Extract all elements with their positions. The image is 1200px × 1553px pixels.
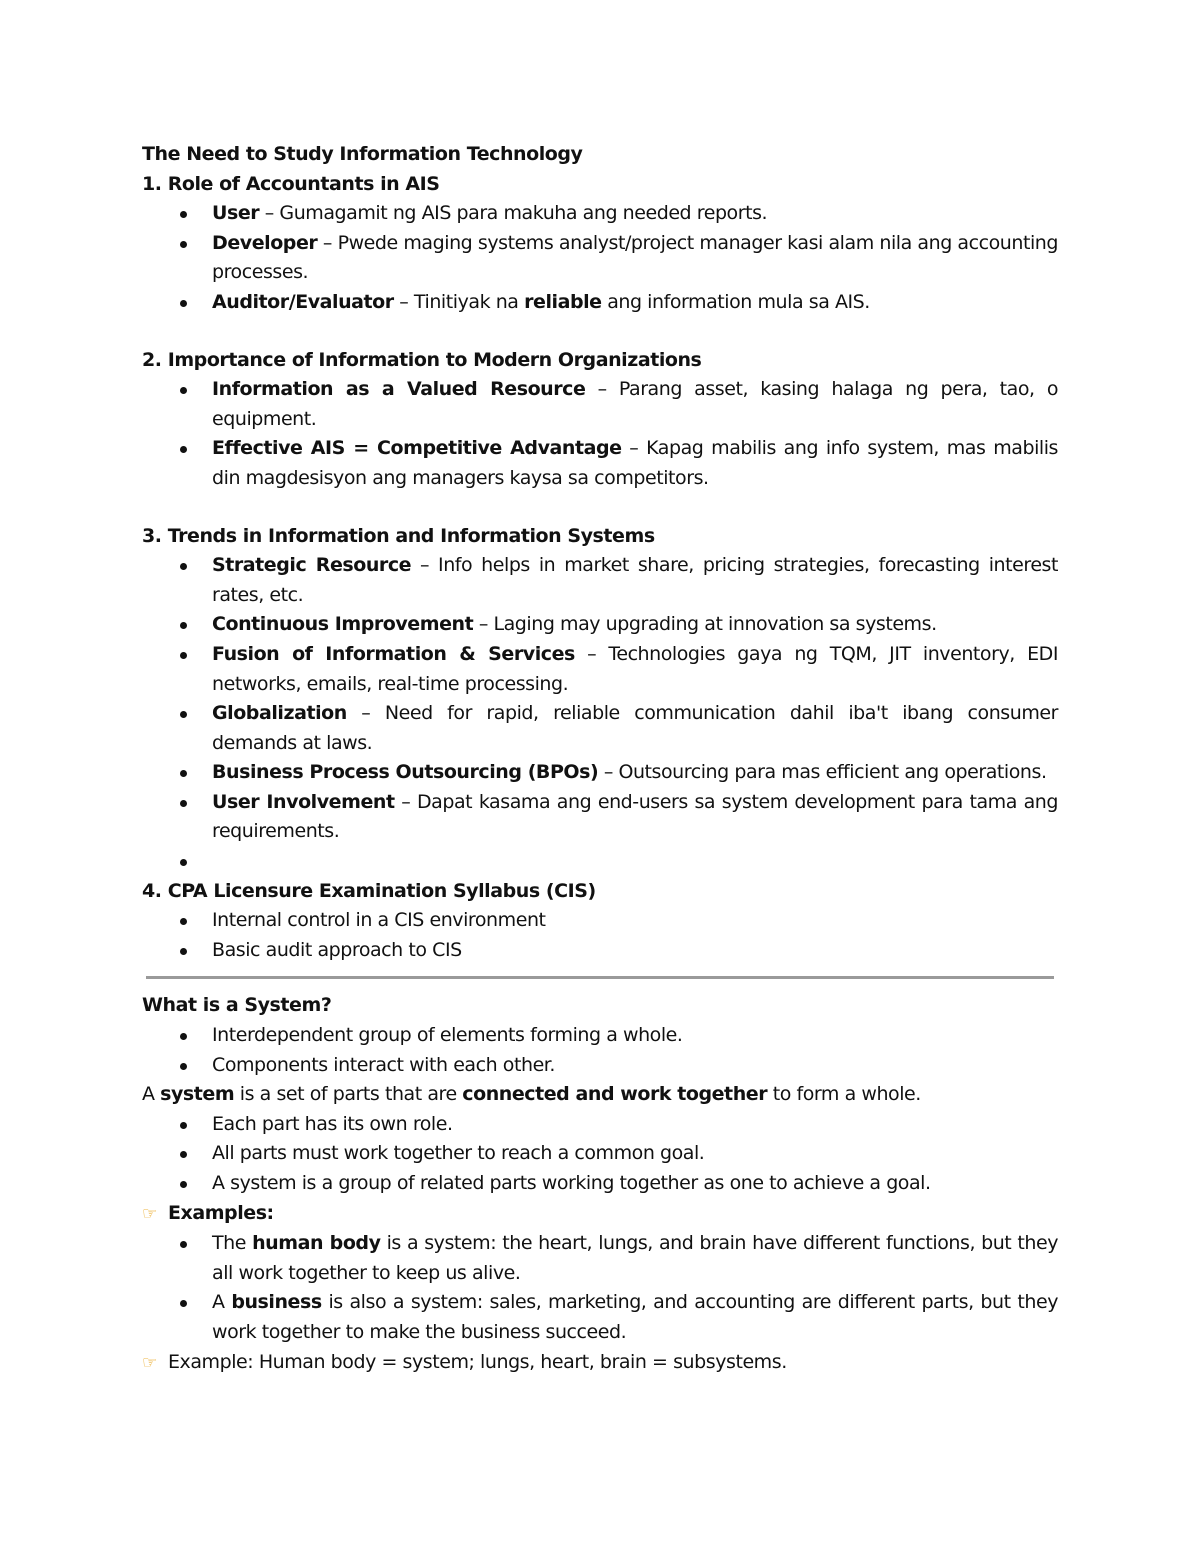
list-item [142,1229,1058,1288]
text-run: A [142,1083,161,1106]
section-3-heading: 3. Trends in Information and Information Systems [142,524,655,547]
list-item [142,375,1058,434]
text-run: is also a system: sales, marketing, and accounting are different parts, but they work together to make the business succeed. [212,1291,1058,1343]
text-run: The [212,1232,253,1255]
document-title: The Need to Study Information Technology [142,143,583,165]
text-emphasis: business [231,1291,322,1314]
list-item [142,758,1058,788]
item-emphasis: reliable [524,290,602,313]
list-item [142,434,1058,493]
text-emphasis: connected and work together [462,1083,768,1106]
pointing-hand-icon: ☞ [142,1203,158,1224]
examples-list [142,1229,1058,1347]
item-text: – Dapat kasama ang end-users sa system development para tama ang requirements. [212,790,1058,843]
item-text: – Gumagamit ng AIS para makuha ang needed reports. [259,202,768,225]
list-item [142,551,1058,610]
item-term: Globalization [212,702,347,725]
list-item [142,788,1058,847]
system-list [142,1021,1058,1080]
item-text: – Technologies gaya ng TQM, JIT inventory, EDI networks, emails, real-time processing. [212,642,1058,695]
item-term: Developer [212,231,318,254]
section-4-list [142,906,1058,965]
horizontal-divider [146,976,1054,979]
item-text: – Pwede maging systems analyst/project manager kasi alam nila ang accounting processes. [212,231,1058,284]
item-text: – Laging may upgrading at innovation sa systems. [473,613,937,636]
empty-list-item [142,847,1058,877]
item-text: – Need for rapid, reliable communication dahil iba't ibang consumer demands at laws. [212,702,1058,754]
item-text: – Parang asset, kasing halaga ng pera, tao, o equipment. [212,378,1058,430]
text-emphasis: system [160,1083,235,1106]
item-text: – Kapag mabilis ang info system, mas mabilis din magdesisyon ang managers kaysa sa competitors. [212,437,1059,489]
pointing-hand-icon: ☞ [142,1352,158,1373]
section-1-heading: 1. Role of Accountants in AIS [142,172,440,195]
examples-heading-line [142,1199,1058,1230]
text-run: to form a whole. [767,1083,921,1106]
final-example-line [142,1348,1058,1379]
list-item [142,199,1058,229]
item-term: User [212,202,260,225]
document-page [142,140,1058,1378]
item-text: – Outsourcing para mas efficient ang operations. [598,761,1047,784]
spacer [142,494,1058,522]
final-example: Example: Human body = system; lungs, heart, brain = subsystems. [168,1350,787,1373]
system-list-2 [142,1110,1058,1199]
list-item [142,1288,1058,1347]
item-term: User Involvement [212,790,395,813]
list-item [142,640,1058,699]
list-item: Basic audit approach to CIS [142,936,1058,966]
list-item [142,699,1058,758]
list-item [142,229,1058,288]
section-3-list [142,551,1058,877]
list-item: Interdependent group of elements forming a whole. [142,1021,1058,1051]
text-run: is a system: the heart, lungs, and brain have different functions, but they all work together to keep us alive. [212,1232,1059,1284]
list-item: All parts must work together to reach a common goal. [142,1139,1058,1169]
item-term: Information as a Valued Resource [212,378,586,401]
item-text: – Tinitiyak na [393,290,525,313]
list-item: Each part has its own role. [142,1110,1058,1140]
text-run: is a set of parts that are [234,1083,463,1106]
list-item: Internal control in a CIS environment [142,906,1058,936]
list-item [142,610,1058,640]
item-term: Business Process Outsourcing (BPOs) [212,761,599,784]
text-run: A [212,1291,232,1314]
section-4-heading: 4. CPA Licensure Examination Syllabus (CIS) [142,879,596,902]
section-2-list [142,375,1058,493]
item-term: Fusion of Information & Services [212,642,575,665]
system-definition [142,1080,1058,1110]
section-2-heading: 2. Importance of Information to Modern Organizations [142,348,702,371]
text-emphasis: human body [252,1232,381,1255]
item-text: ang information mula sa AIS. [601,290,870,313]
list-item [142,288,1058,318]
list-item: A system is a group of related parts working together as one to achieve a goal. [142,1169,1058,1199]
list-item: Components interact with each other. [142,1051,1058,1081]
system-heading: What is a System? [142,994,332,1017]
item-term: Continuous Improvement [212,613,474,636]
item-term: Auditor/Evaluator [212,290,394,313]
item-term: Strategic Resource [212,554,412,577]
section-1-list [142,199,1058,317]
item-text: – Info helps in market share, pricing strategies, forecasting interest rates, etc. [212,554,1059,606]
item-term: Effective AIS = Competitive Advantage [212,437,622,460]
examples-heading: Examples: [168,1201,274,1224]
spacer [142,318,1058,346]
